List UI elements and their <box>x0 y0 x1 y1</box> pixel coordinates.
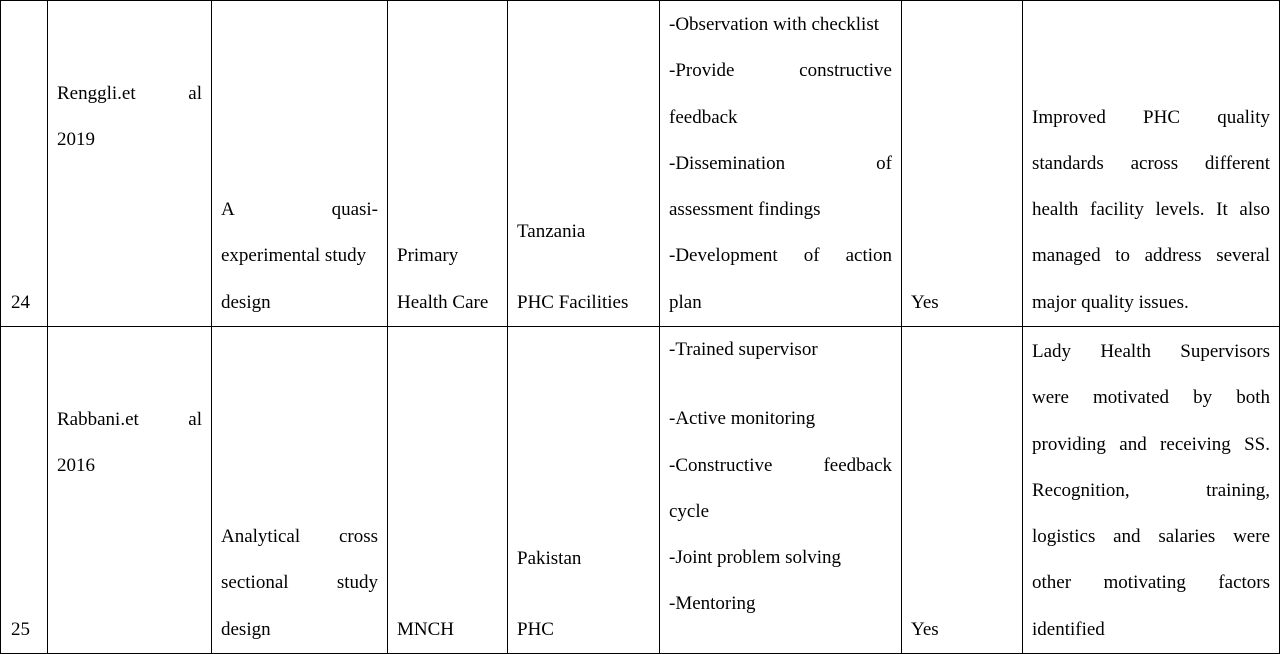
author-cell <box>48 1 212 327</box>
author-etal: al <box>188 409 202 430</box>
design-word: quasi- <box>331 199 378 221</box>
intervention-line: -Observation with checklist <box>669 13 880 35</box>
row-number: 24 <box>11 291 30 313</box>
row-number-cell <box>1 327 48 654</box>
outcome-line: other motivating factors <box>1032 572 1270 594</box>
intervention-line: -Active monitoring <box>669 408 816 430</box>
outcome-line: major quality issues. <box>1032 291 1189 313</box>
design-line: sectional study <box>221 572 378 594</box>
effective-value: Yes <box>911 618 939 640</box>
intervention-cell <box>660 1 902 327</box>
intervention-cell <box>660 327 902 654</box>
design-line: design <box>221 291 271 313</box>
intervention-line: -Constructive feedback <box>669 454 892 476</box>
design-line: design <box>221 618 271 640</box>
intervention-spacer <box>669 373 892 396</box>
author-cell <box>48 327 212 654</box>
focus-line: Primary <box>397 245 459 267</box>
author-etal: al <box>188 83 202 104</box>
intervention-line: plan <box>669 291 702 313</box>
intervention-line: -Provide constructive <box>669 60 892 82</box>
row-number: 25 <box>11 618 30 640</box>
outcome-line: were motivated by both <box>1032 387 1270 409</box>
focus-line: Health Care <box>397 291 489 313</box>
design-word: A <box>221 199 234 221</box>
design-cell <box>212 327 388 654</box>
outcome-line: identified <box>1032 618 1105 640</box>
outcome-line: Recognition, training, <box>1032 479 1270 501</box>
author-line <box>57 71 202 117</box>
outcome-line: standards across different <box>1032 152 1270 174</box>
table-row <box>1 327 1280 654</box>
effective-cell <box>902 327 1023 654</box>
design-line: experimental study <box>221 245 367 267</box>
setting-country: Pakistan <box>517 548 582 570</box>
intervention-line: -Trained supervisor <box>669 339 818 360</box>
table-row <box>1 1 1280 327</box>
intervention-line: -Development of action <box>669 245 892 267</box>
setting-cell <box>508 1 660 327</box>
effective-value: Yes <box>911 291 939 313</box>
author-name: Rabbani.et <box>57 409 139 430</box>
design-cell <box>212 1 388 327</box>
intervention-line: assessment findings <box>669 199 821 221</box>
outcome-cell <box>1023 327 1280 654</box>
author-name: Renggli.et <box>57 83 136 104</box>
intervention-line: -Dissemination of <box>669 152 892 174</box>
author-year: 2016 <box>57 455 95 477</box>
effective-cell <box>902 1 1023 327</box>
author-year: 2019 <box>57 129 95 151</box>
setting-site: PHC Facilities <box>517 291 629 313</box>
focus-line: MNCH <box>397 618 455 640</box>
design-line <box>221 187 378 233</box>
setting-site: PHC <box>517 618 554 640</box>
outcome-line: health facility levels. It also <box>1032 199 1270 221</box>
outcome-line: logistics and salaries were <box>1032 526 1270 548</box>
intervention-line: cycle <box>669 500 710 522</box>
outcome-line: managed to address several <box>1032 245 1270 267</box>
focus-cell <box>388 327 508 654</box>
intervention-line: -Joint problem solving <box>669 547 842 569</box>
setting-country: Tanzania <box>517 221 586 243</box>
row-number-cell <box>1 1 48 327</box>
intervention-line: feedback <box>669 106 738 128</box>
design-line: Analytical cross <box>221 526 378 548</box>
outcome-line: Improved PHC quality <box>1032 106 1270 128</box>
focus-cell <box>388 1 508 327</box>
outcome-line: providing and receiving SS. <box>1032 433 1270 455</box>
outcome-cell <box>1023 1 1280 327</box>
intervention-line: -Mentoring <box>669 593 756 615</box>
setting-cell <box>508 327 660 654</box>
outcome-line: Lady Health Supervisors <box>1032 340 1270 362</box>
author-line <box>57 397 202 443</box>
